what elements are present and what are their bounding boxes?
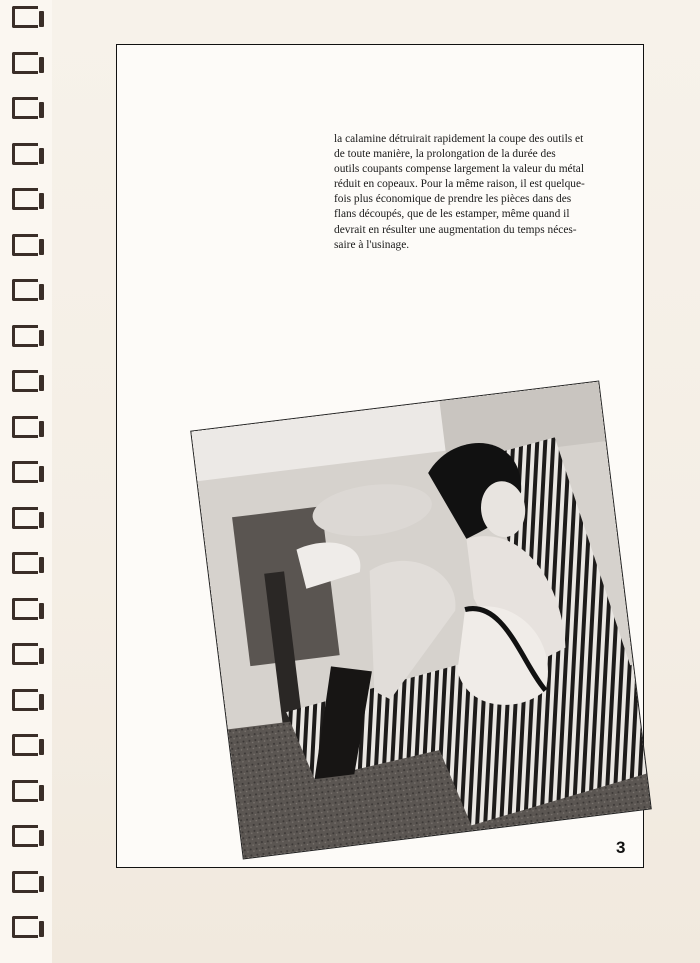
binding-ring — [12, 188, 38, 210]
binding-ring — [12, 143, 38, 165]
binding-ring — [12, 552, 38, 574]
binding-ring — [12, 416, 38, 438]
paragraph-line: flans découpés, que de les estamper, même quand il — [334, 208, 570, 221]
photo-illustration — [191, 382, 650, 859]
paragraph-line: saire à l'usinage. — [334, 238, 410, 251]
binding-ring — [12, 234, 38, 256]
binding-ring — [12, 370, 38, 392]
paragraph-line: réduit en copeaux. Pour la même raison, il est quelque- — [334, 178, 585, 191]
photo-image — [191, 382, 650, 859]
body-paragraph — [334, 132, 612, 253]
binding-ring — [12, 279, 38, 301]
page-number: 3 — [616, 838, 626, 857]
spiral-binding — [0, 0, 53, 963]
binding-ring — [12, 916, 38, 938]
paragraph-line: la calamine détruirait rapidement la coupe des outils et — [334, 133, 584, 145]
paragraph-line: fois plus économique de prendre les pièces dans des — [334, 193, 572, 206]
binding-ring — [12, 461, 38, 483]
paragraph-line: outils coupants compense largement la valeur du métal — [334, 163, 584, 176]
paragraph-line: devrait en résulter une augmentation du temps néces- — [334, 223, 577, 236]
binding-ring — [12, 643, 38, 665]
binding-ring — [12, 598, 38, 620]
binding-ring — [12, 734, 38, 756]
binding-ring — [12, 871, 38, 893]
binding-ring — [12, 325, 38, 347]
binding-ring — [12, 52, 38, 74]
binding-ring — [12, 97, 38, 119]
photo-frame — [191, 382, 650, 859]
binding-ring — [12, 825, 38, 847]
binding-ring — [12, 780, 38, 802]
binding-ring — [12, 6, 38, 28]
binding-ring — [12, 507, 38, 529]
paragraph-line: de toute manière, la prolongation de la durée des — [334, 148, 556, 161]
binding-ring — [12, 689, 38, 711]
